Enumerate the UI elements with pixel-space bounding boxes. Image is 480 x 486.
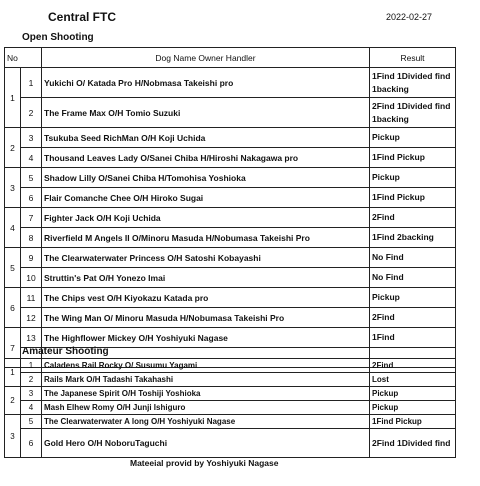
result-cell: 1Find 2backing bbox=[370, 228, 456, 248]
group-cell: 2 bbox=[5, 387, 21, 415]
result-cell: 2Find bbox=[370, 359, 456, 373]
amateur-shooting-heading: Amateur Shooting bbox=[22, 346, 109, 357]
result-cell: Lost bbox=[370, 373, 456, 387]
page-title: Central FTC bbox=[48, 10, 117, 24]
open-shooting-table bbox=[4, 47, 456, 368]
row-number: 12 bbox=[21, 308, 42, 328]
row-number: 3 bbox=[21, 387, 42, 401]
result-cell: Pickup bbox=[370, 168, 456, 188]
row-number: 2 bbox=[21, 98, 42, 128]
group-cell: 5 bbox=[5, 248, 21, 288]
dog-entry: Rails Mark O/H Tadashi Takahashi bbox=[42, 373, 370, 387]
table-row bbox=[5, 373, 456, 387]
column-header-dog: Dog Name Owner Handler bbox=[42, 48, 370, 68]
table-row bbox=[5, 228, 456, 248]
row-number: 10 bbox=[21, 268, 42, 288]
column-header-result: Result bbox=[370, 48, 456, 68]
row-number: 11 bbox=[21, 288, 42, 308]
table-row bbox=[5, 168, 456, 188]
group-cell: 4 bbox=[5, 208, 21, 248]
table-row bbox=[5, 148, 456, 168]
result-cell: 2Find 1Divided find bbox=[370, 429, 456, 458]
result-cell: Pickup bbox=[370, 128, 456, 148]
row-number: 1 bbox=[21, 68, 42, 98]
result-cell: 2Find bbox=[370, 308, 456, 328]
dog-entry: Mash Elhew Romy O/H Junji Ishiguro bbox=[42, 401, 370, 415]
table-row bbox=[5, 68, 456, 98]
table-row bbox=[5, 188, 456, 208]
dog-entry: Gold Hero O/H NoboruTaguchi bbox=[42, 429, 370, 458]
result-cell: 1Find bbox=[370, 328, 456, 348]
dog-entry: Yukichi O/ Katada Pro H/Nobmasa Takeishi pro bbox=[42, 68, 370, 98]
dog-entry: The Highflower Mickey O/H Yoshiyuki Nagase bbox=[42, 328, 370, 348]
dog-entry: Tsukuba Seed RichMan O/H Koji Uchida bbox=[42, 128, 370, 148]
group-cell: 3 bbox=[5, 168, 21, 208]
result-cell: No Find bbox=[370, 268, 456, 288]
dog-entry: Fighter Jack O/H Koji Uchida bbox=[42, 208, 370, 228]
result-cell: 1Find Pickup bbox=[370, 188, 456, 208]
table-row bbox=[5, 268, 456, 288]
table-row bbox=[5, 401, 456, 415]
table-row bbox=[5, 208, 456, 228]
row-number: 13 bbox=[21, 328, 42, 348]
table-row bbox=[5, 128, 456, 148]
row-number: 8 bbox=[21, 228, 42, 248]
group-cell: 6 bbox=[5, 288, 21, 328]
dog-entry: The Frame Max O/H Tomio Suzuki bbox=[42, 98, 370, 128]
column-header-no: No bbox=[5, 48, 42, 68]
group-cell: 2 bbox=[5, 128, 21, 168]
result-cell: 2Find 1Divided find 1backing bbox=[370, 98, 456, 128]
table-row bbox=[5, 387, 456, 401]
row-number: 6 bbox=[21, 429, 42, 458]
open-shooting-heading: Open Shooting bbox=[22, 32, 94, 43]
row-number: 9 bbox=[21, 248, 42, 268]
dog-entry: The Clearwaterwater A long O/H Yoshiyuki Nagase bbox=[42, 415, 370, 429]
dog-entry: The Chips vest O/H Kiyokazu Katada pro bbox=[42, 288, 370, 308]
dog-entry: Flair Comanche Chee O/H Hiroko Sugai bbox=[42, 188, 370, 208]
table-row bbox=[5, 359, 456, 373]
result-cell: 1Find 1Divided find 1backing bbox=[370, 68, 456, 98]
row-number: 5 bbox=[21, 168, 42, 188]
result-cell: 1Find Pickup bbox=[370, 415, 456, 429]
dog-entry: The Clearwaterwater Princess O/H Satoshi Kobayashi bbox=[42, 248, 370, 268]
row-number: 3 bbox=[21, 128, 42, 148]
row-number: 7 bbox=[21, 208, 42, 228]
event-date: 2022-02-27 bbox=[386, 12, 433, 22]
result-cell: Pickup bbox=[370, 387, 456, 401]
group-cell: 3 bbox=[5, 415, 21, 458]
source-credit: Mateeial provid by Yoshiyuki Nagase bbox=[130, 458, 279, 468]
dog-entry: Shadow Lilly O/Sanei Chiba H/Tomohisa Yoshioka bbox=[42, 168, 370, 188]
table-row bbox=[5, 308, 456, 328]
row-number: 1 bbox=[21, 359, 42, 373]
table-row bbox=[5, 98, 456, 128]
row-number: 5 bbox=[21, 415, 42, 429]
row-number: 6 bbox=[21, 188, 42, 208]
result-cell: 1Find Pickup bbox=[370, 148, 456, 168]
result-cell: Pickup bbox=[370, 288, 456, 308]
result-cell: 2Find bbox=[370, 208, 456, 228]
dog-entry: Caladens Rail Rocky O/ Susumu Yagami bbox=[42, 359, 370, 373]
table-row bbox=[5, 248, 456, 268]
dog-entry: Thousand Leaves Lady O/Sanei Chiba H/Hiroshi Nakagawa pro bbox=[42, 148, 370, 168]
result-cell: No Find bbox=[370, 248, 456, 268]
result-cell: Pickup bbox=[370, 401, 456, 415]
row-number: 2 bbox=[21, 373, 42, 387]
row-number: 4 bbox=[21, 401, 42, 415]
table-row bbox=[5, 415, 456, 429]
table-row bbox=[5, 288, 456, 308]
dog-entry: Riverfield M Angels II O/Minoru Masuda H/Nobumasa Takeishi Pro bbox=[42, 228, 370, 248]
table-row bbox=[5, 429, 456, 458]
table-header-row bbox=[5, 48, 456, 68]
table-row bbox=[5, 328, 456, 348]
amateur-shooting-table bbox=[4, 358, 456, 458]
dog-entry: The Wing Man O/ Minoru Masuda H/Nobumasa Takeishi Pro bbox=[42, 308, 370, 328]
group-cell: 7 bbox=[5, 328, 21, 368]
dog-entry: The Japanese Spirit O/H Toshiji Yoshioka bbox=[42, 387, 370, 401]
group-cell: 1 bbox=[5, 68, 21, 128]
dog-entry: Struttin's Pat O/H Yonezo Imai bbox=[42, 268, 370, 288]
row-number: 4 bbox=[21, 148, 42, 168]
group-cell: 1 bbox=[5, 359, 21, 387]
